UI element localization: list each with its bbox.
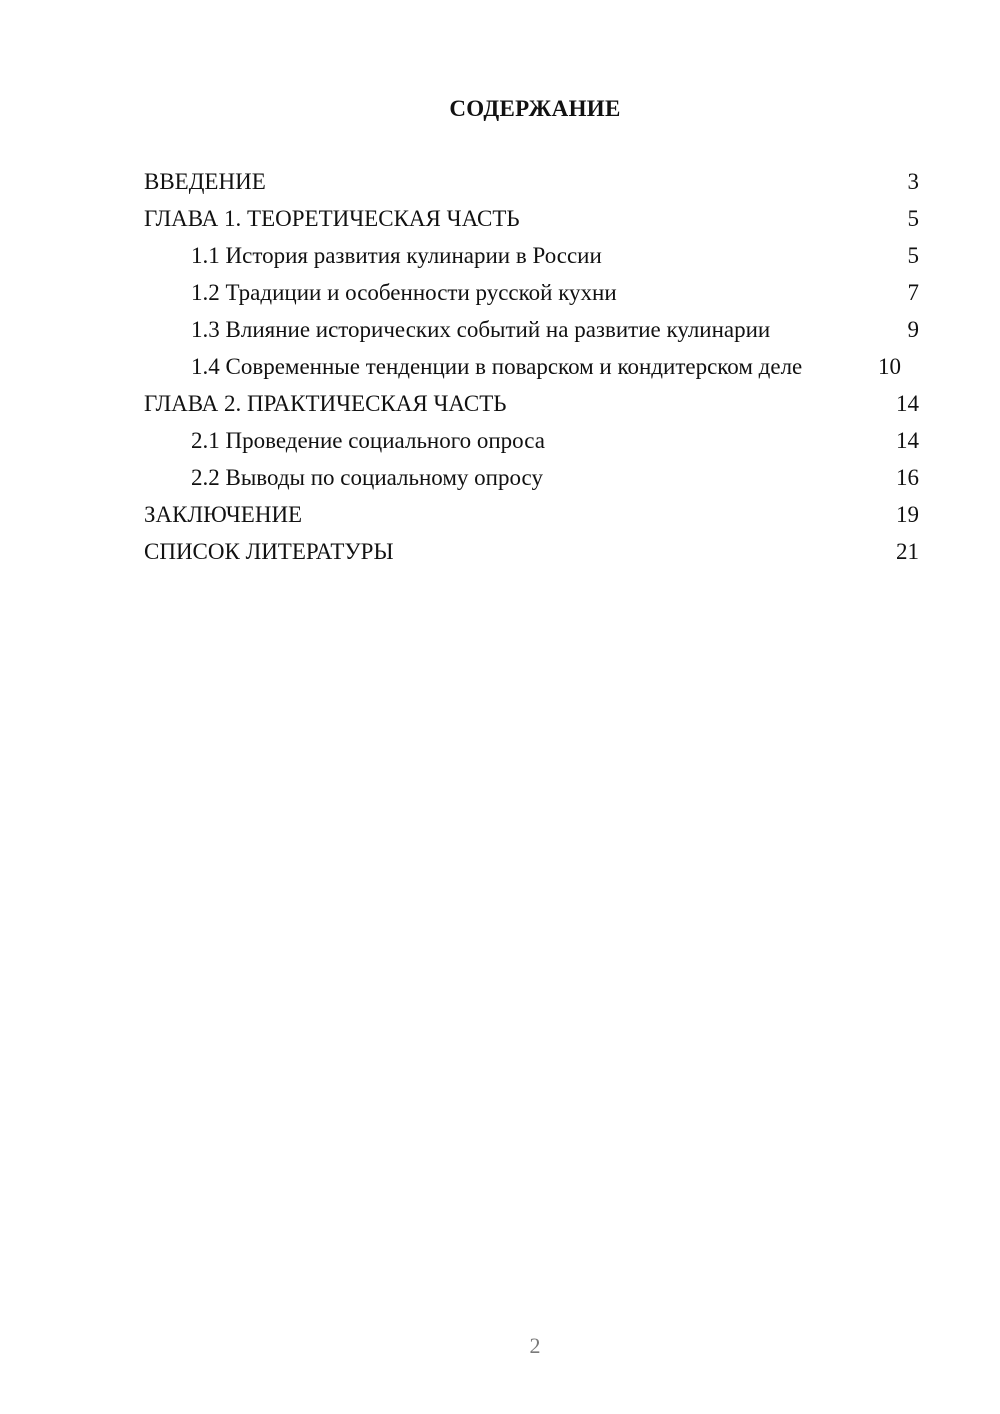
- toc-entry-section-2-1[interactable]: [144, 427, 919, 454]
- toc-entry-page: 14: [896, 391, 919, 416]
- toc-entry-introduction[interactable]: [144, 168, 919, 195]
- toc-entry-text: ГЛАВА 2. ПРАКТИЧЕСКАЯ ЧАСТЬ: [144, 391, 507, 416]
- toc-entry-page: 5: [907, 206, 919, 231]
- page-number: 2: [529, 1333, 541, 1358]
- toc-entry-page: 3: [907, 169, 919, 194]
- toc-entry-section-1-2[interactable]: [144, 279, 919, 306]
- toc-entry-page: 7: [907, 280, 919, 305]
- toc-entry-section-1-3[interactable]: [144, 316, 919, 343]
- toc-entry-page: 9: [907, 317, 919, 342]
- toc-entry-conclusion[interactable]: [144, 501, 919, 528]
- toc-entry-text: ЗАКЛЮЧЕНИЕ: [144, 502, 303, 527]
- toc-entry-references[interactable]: [144, 538, 919, 565]
- toc-entry-text: 1.3 Влияние исторических событий на развитие кулинарии: [191, 317, 771, 342]
- toc-entry-text: 1.1 История развития кулинарии в России: [191, 243, 602, 268]
- toc-entry-text: СПИСОК ЛИТЕРАТУРЫ: [144, 539, 394, 564]
- toc-entry-page: 14: [896, 428, 919, 453]
- toc-entry-page: 16: [896, 465, 919, 490]
- toc-entry-chapter-1[interactable]: [144, 205, 919, 232]
- toc-entry-text: 2.2 Выводы по социальному опросу: [191, 465, 543, 490]
- toc-entry-chapter-2[interactable]: [144, 390, 919, 417]
- toc-entry-text: 2.1 Проведение социального опроса: [191, 428, 545, 453]
- toc-entry-section-2-2[interactable]: [144, 464, 919, 491]
- toc-entry-text: 1.2 Традиции и особенности русской кухни: [191, 280, 617, 305]
- toc-entry-page: 21: [896, 539, 919, 564]
- toc-entry-page: 10: [878, 354, 901, 379]
- toc-entry-section-1-1[interactable]: [144, 242, 919, 269]
- toc-entry-section-1-4[interactable]: [144, 353, 919, 380]
- table-of-contents: [144, 168, 919, 575]
- toc-entry-text: ГЛАВА 1. ТЕОРЕТИЧЕСКАЯ ЧАСТЬ: [144, 206, 520, 231]
- toc-entry-text: 1.4 Современные тенденции в поварском и кондитерском деле: [191, 354, 803, 379]
- toc-title: СОДЕРЖАНИЕ: [449, 96, 621, 121]
- toc-entry-page: 5: [907, 243, 919, 268]
- toc-entry-text: ВВЕДЕНИЕ: [144, 169, 266, 194]
- toc-entry-page: 19: [896, 502, 919, 527]
